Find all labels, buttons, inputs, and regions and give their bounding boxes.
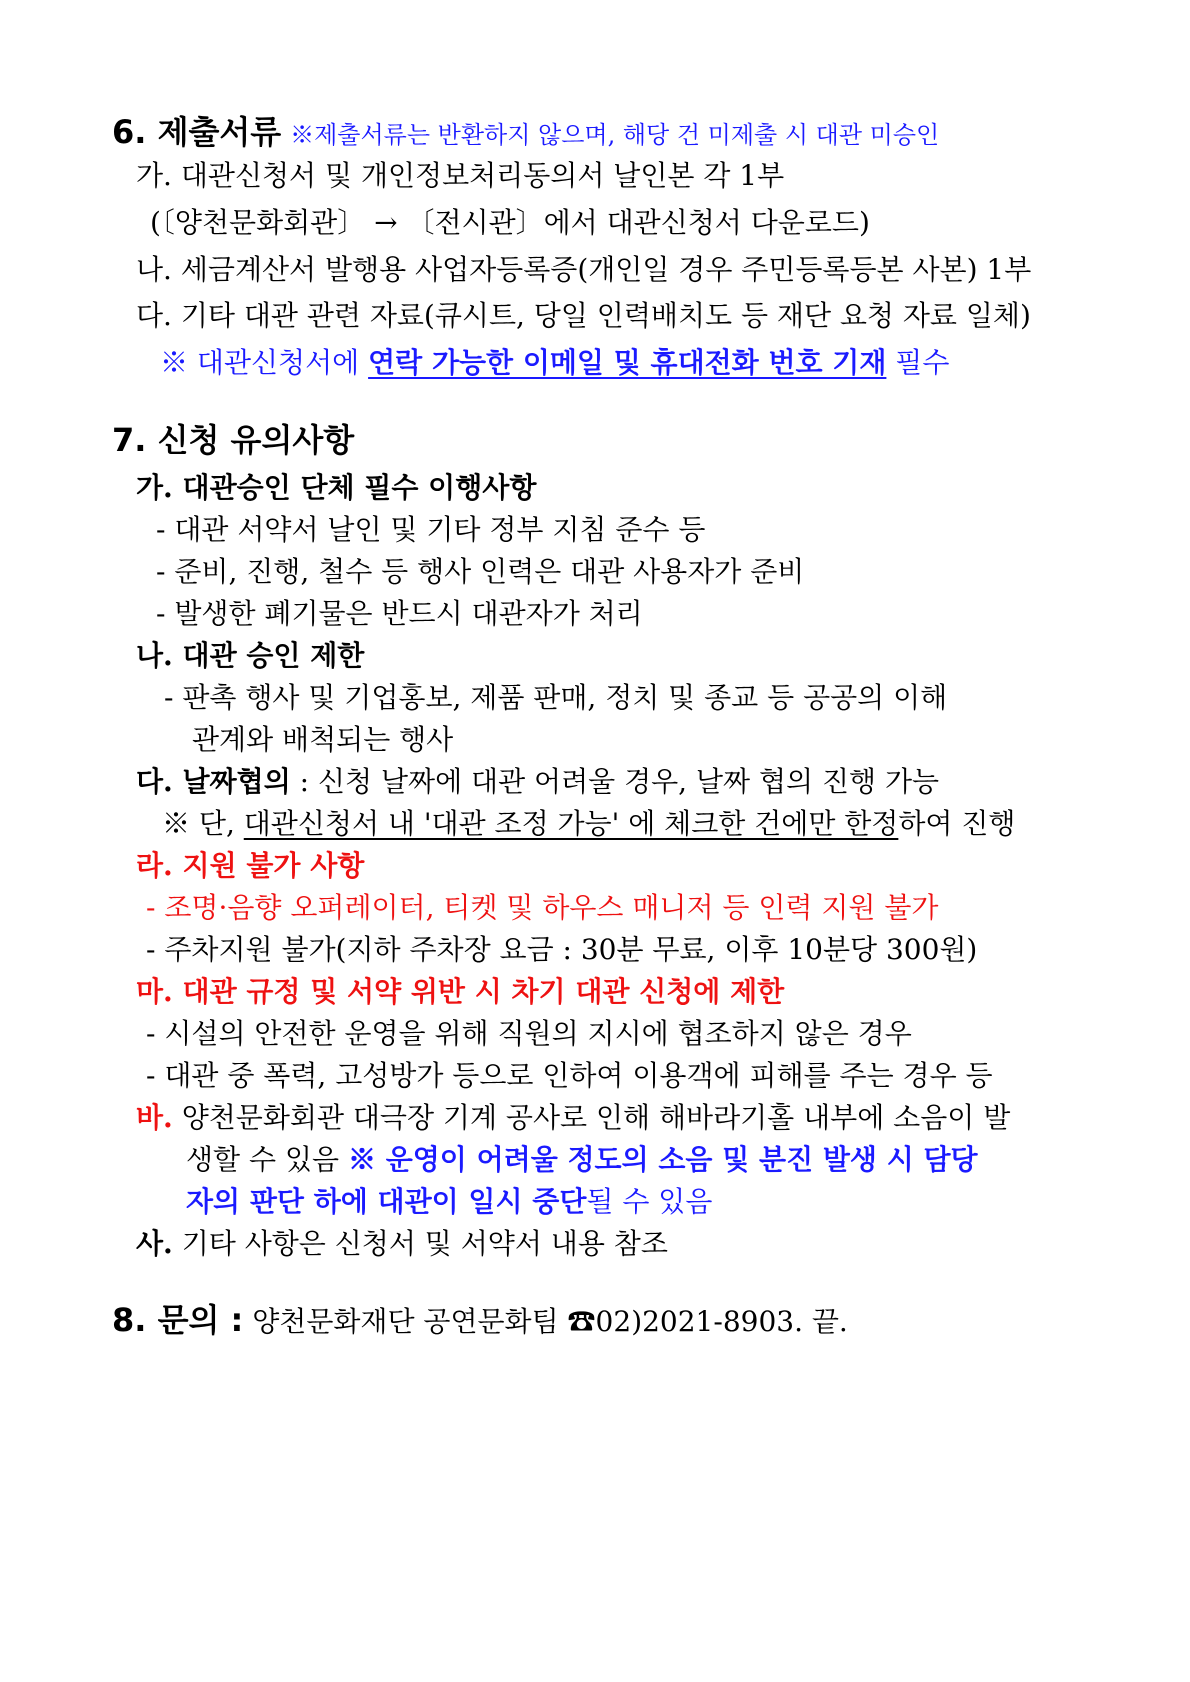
s7-ba-3-post: 될 수 있음 [586, 1185, 713, 1218]
s7-sa [136, 1226, 668, 1262]
s6-item-na: 나. 세금계산서 발행용 사업자등록증(개인일 경우 주민등록등본 사본) 1부 [136, 253, 1032, 286]
section-8 [112, 1300, 848, 1340]
s6-note2-emph: 연락 가능한 이메일 및 휴대전화 번호 기재 [368, 346, 887, 379]
s7-ra-1: - 조명·음향 오퍼레이터, 티켓 및 하우스 매니저 등 인력 지원 불가 [146, 891, 939, 924]
s6-item-ga-sub: (〔양천문화회관〕 → 〔전시관〕에서 대관신청서 다운로드) [150, 206, 870, 239]
s7-ba-1 [136, 1100, 1010, 1136]
s7-da-note-post: 하여 진행 [898, 807, 1016, 840]
s6-item-ga: 가. 대관신청서 및 개인정보처리동의서 날인본 각 1부 [136, 159, 785, 192]
s6-item-da: 다. 기타 대관 관련 자료(큐시트, 당일 인력배치도 등 재단 요청 자료 일체) [136, 299, 1031, 332]
s7-ba-2 [186, 1142, 978, 1178]
s7-da-note-underlined: 대관신청서 내 '대관 조정 가능' 에 체크한 건에만 한정 [243, 807, 899, 840]
s7-ga-1: - 대관 서약서 날인 및 기타 정부 지침 준수 등 [156, 513, 706, 546]
s6-note2-pre: ※ 대관신청서에 [160, 346, 369, 379]
s7-ra-2: - 주차지원 불가(지하 주차장 요금 : 30분 무료, 이후 10분당 300원) [146, 933, 978, 966]
section-6-heading [112, 112, 939, 153]
s7-ba-3-emph: 자의 판단 하에 대관이 일시 중단 [186, 1185, 587, 1218]
s7-da-text: : 신청 날짜에 대관 어려울 경우, 날짜 협의 진행 가능 [290, 765, 940, 798]
s7-da-note-pre: ※ 단, [162, 807, 244, 840]
section-8-title: 8. 문의 : [112, 1301, 244, 1339]
section-6-note: ※제출서류는 반환하지 않으며, 해당 건 미제출 시 대관 미승인 [290, 121, 940, 149]
s7-na-1b: 관계와 배척되는 행사 [192, 723, 454, 756]
section-8-text: 양천문화재단 공연문화팀 ☎02)2021-8903. 끝. [243, 1305, 848, 1338]
s7-na-1: - 판촉 행사 및 기업홍보, 제품 판매, 정치 및 종교 등 공공의 이해 [164, 681, 948, 714]
s7-ma-2: - 대관 중 폭력, 고성방가 등으로 인하여 이용객에 피해를 주는 경우 등 [146, 1059, 993, 1092]
s7-ra-title: 라. 지원 불가 사항 [136, 849, 365, 882]
s7-ba-label: 바. [136, 1101, 173, 1134]
s7-sa-label: 사. [136, 1227, 173, 1260]
s7-ba-1-text: 양천문화회관 대극장 기계 공사로 인해 해바라기홀 내부에 소음이 발 [172, 1101, 1011, 1134]
s7-ba-2-pre: 생할 수 있음 [186, 1143, 348, 1176]
s6-note-2 [160, 345, 949, 381]
s7-ba-2-emph: ※ 운영이 어려울 정도의 소음 및 분진 발생 시 담당 [347, 1143, 978, 1176]
section-7-title: 7. 신청 유의사항 [112, 421, 355, 459]
s7-ga-2: - 준비, 진행, 철수 등 행사 인력은 대관 사용자가 준비 [156, 555, 805, 588]
section-6-title: 6. 제출서류 [112, 113, 282, 151]
s7-da-note [162, 806, 1015, 842]
s7-da-label: 다. 날짜협의 [136, 765, 291, 798]
s7-sa-text: 기타 사항은 신청서 및 서약서 내용 참조 [172, 1227, 668, 1260]
s7-ma-title: 마. 대관 규정 및 서약 위반 시 차기 대관 신청에 제한 [136, 975, 785, 1008]
s7-ma-1: - 시설의 안전한 운영을 위해 직원의 지시에 협조하지 않은 경우 [146, 1017, 912, 1050]
s7-da [136, 764, 939, 800]
s7-ba-3 [186, 1184, 712, 1220]
s6-note2-post: 필수 [886, 346, 950, 379]
s7-na-title: 나. 대관 승인 제한 [136, 639, 365, 672]
s7-ga-3: - 발생한 폐기물은 반드시 대관자가 처리 [156, 597, 643, 630]
s7-ga-title: 가. 대관승인 단체 필수 이행사항 [136, 471, 537, 504]
